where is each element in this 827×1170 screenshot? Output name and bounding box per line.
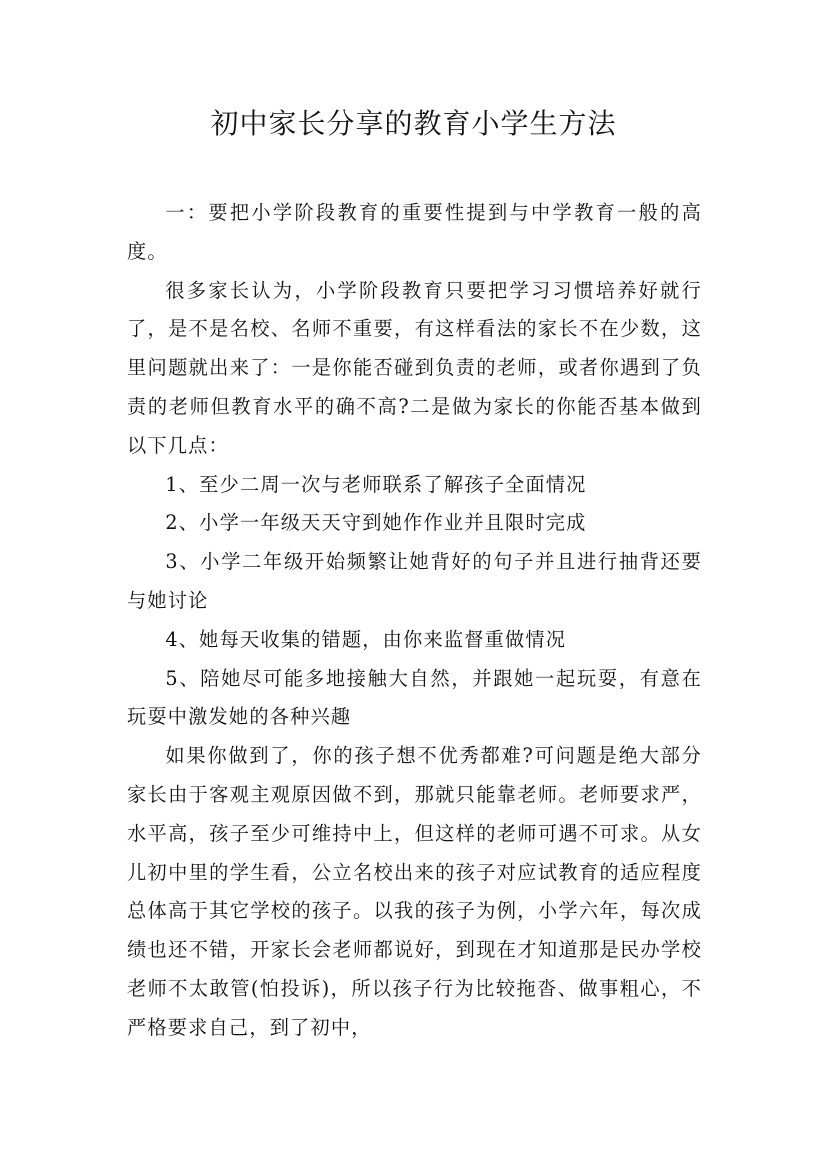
paragraph-conclusion: 如果你做到了，你的孩子想不优秀都难?可问题是绝大部分家长由于客观主观原因做不到，那就只能靠老师。老师要求严，水平高，孩子至少可维持中上，但这样的老师可遇不可求。从女儿初中里的学生看，公立名校出来的孩子对应试教育的适应程度总体高于其它学校的孩子。以我的孩子为例，小学六年，每次成绩也还不错，开家长会老师都说好，到现在才知道那是民办学校老师不太敢管(怕投诉)，所以孩子行为比较拖沓、做事粗心，不严格要求自己，到了初中，: [127, 744, 702, 1039]
list-item-homework-supervision: 2、小学一年级天天守到她作作业并且限时完成: [165, 511, 587, 535]
list-item-recitation: 3、小学二年级开始频繁让她背好的句子并且进行抽背还要与她讨论: [127, 550, 702, 612]
list-item-error-review: 4、她每天收集的错题，由你来监督重做情况: [165, 627, 567, 651]
paragraph-parents-view: 很多家长认为，小学阶段教育只要把学习习惯培养好就行了，是不是名校、名师不重要，有这样看法的家长不在少数，这里问题就出来了：一是你能否碰到负责的老师，或者你遇到了负责的老师但教育水平的确不高?二是做为家长的你能否基本做到以下几点：: [127, 278, 702, 457]
document-title: 初中家长分享的教育小学生方法: [210, 107, 617, 140]
document-body: [127, 194, 702, 1048]
list-item-nature-play: 5、陪她尽可能多地接触大自然，并跟她一起玩耍，有意在玩耍中激发她的各种兴趣: [127, 666, 702, 729]
list-item-contact-teacher: 1、至少二周一次与老师联系了解孩子全面情况: [165, 472, 587, 496]
paragraph-intro-heading: 一：要把小学阶段教育的重要性提到与中学教育一般的高度。: [127, 201, 702, 263]
